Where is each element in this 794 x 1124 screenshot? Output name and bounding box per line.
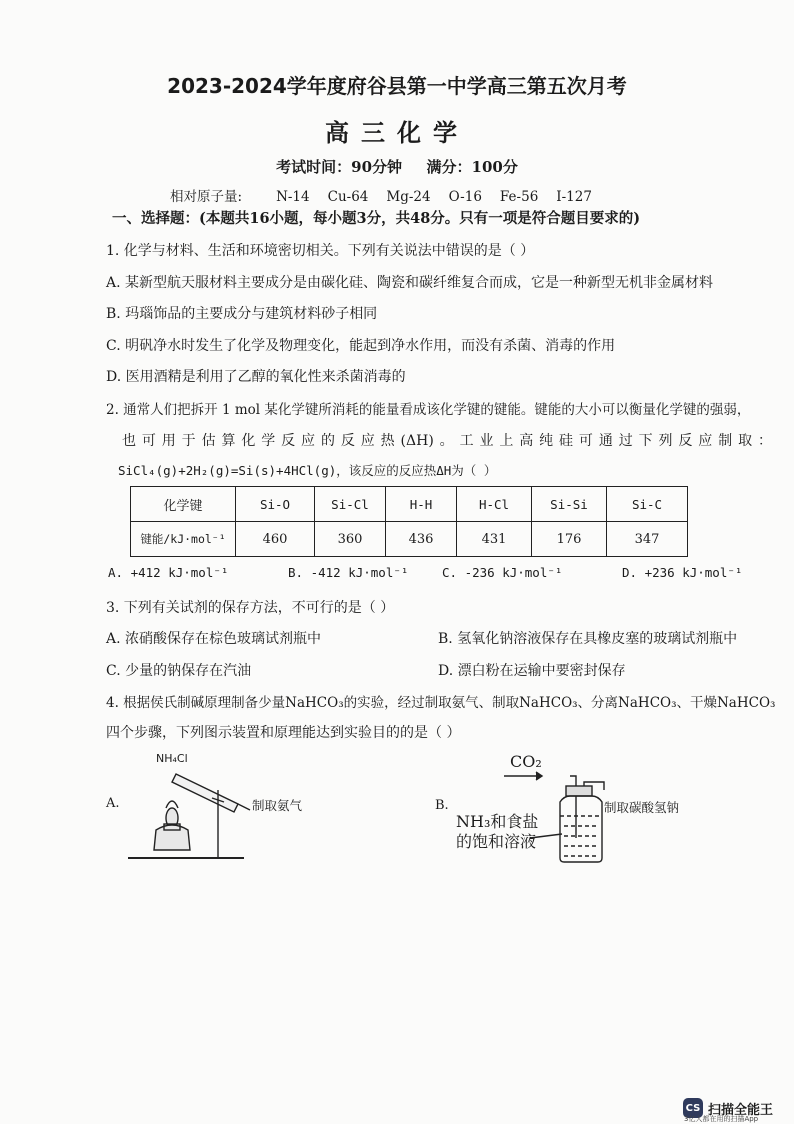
atomic-mass-item: N-14: [276, 189, 310, 205]
camscanner-logo: CS: [683, 1098, 703, 1118]
q4-option-b-gas: CO₂: [510, 752, 542, 771]
table-header-cell: 化学键: [131, 487, 236, 522]
q4-option-a-letter: A.: [106, 796, 120, 811]
atomic-mass-item: O-16: [448, 189, 482, 205]
table-cell: 176: [532, 522, 607, 557]
q2-option-c: C. -236 kJ·mol⁻¹: [442, 565, 563, 580]
section-heading: 一、选择题：(本题共16小题，每小题3分，共48分。只有一项是符合题目要求的): [112, 210, 641, 227]
table-cell: H-Cl: [457, 487, 532, 522]
q2-option-b: B. -412 kJ·mol⁻¹: [288, 565, 409, 580]
q4-option-a-caption: 制取氨气: [252, 798, 303, 813]
camscanner-tagline: 3亿人都在用的扫描App: [684, 1115, 759, 1123]
table-row: [131, 522, 688, 557]
subject-title: 高三化学: [325, 119, 469, 147]
q1-option-a: A. 某新型航天服材料主要成分是由碳化硅、陶瓷和碳纤维复合而成，它是一种新型无机非金属材料: [106, 275, 714, 291]
q4-stem-line2: 四个步骤，下列图示装置和原理能达到实验目的的是（ ）: [106, 725, 461, 741]
q2-stem-line1: 2. 通常人们把拆开 1 mol 某化学键所消耗的能量看成该化学键的键能。键能的大小可以衡量化学键的强弱，: [106, 402, 751, 418]
q3-stem: 3. 下列有关试剂的保存方法，不可行的是（ ）: [106, 600, 395, 616]
q1-option-c: C. 明矾净水时发生了化学及物理变化，能起到净水作用，而没有杀菌、消毒的作用: [106, 338, 616, 354]
table-cell: 347: [607, 522, 688, 557]
table-cell: Si-Cl: [315, 487, 386, 522]
exam-info: [0, 156, 794, 177]
q3-option-a: A. 浓硝酸保存在棕色玻璃试剂瓶中: [106, 631, 322, 647]
exam-time: 考试时间：90分钟: [276, 158, 403, 176]
atomic-mass-item: Fe-56: [499, 189, 539, 205]
q4-option-b-solution: [456, 812, 538, 852]
q2-option-a: A. +412 kJ·mol⁻¹: [108, 565, 229, 580]
q3-option-c: C. 少量的钠保存在汽油: [106, 663, 252, 679]
table-cell: 360: [315, 522, 386, 557]
atomic-mass-item: I-127: [556, 189, 592, 205]
table-cell: Si-C: [607, 487, 688, 522]
atomic-mass-item: Mg-24: [386, 189, 431, 205]
ammonia-apparatus-diagram: [126, 764, 256, 864]
q4-option-a-reagent: NH₄Cl: [156, 752, 188, 765]
q3-option-d: D. 漂白粉在运输中要密封保存: [438, 663, 626, 679]
q4-option-b-caption: 制取碳酸氢钠: [604, 800, 680, 815]
q4-option-b-solution-line1: NH₃和食盐: [456, 812, 539, 831]
table-cell: Si-Si: [532, 487, 607, 522]
camscanner-name: 扫描全能王: [708, 1103, 774, 1118]
q1-option-d: D. 医用酒精是利用了乙醇的氧化性来杀菌消毒的: [106, 369, 406, 385]
table-row: [131, 487, 688, 522]
table-header-cell: 键能/kJ·mol⁻¹: [131, 522, 236, 557]
full-score: 满分：100分: [426, 158, 518, 176]
atomic-masses-label: 相对原子量:: [170, 189, 243, 205]
table-cell: 436: [386, 522, 457, 557]
table-cell: 460: [236, 522, 315, 557]
q3-option-b: B. 氢氧化钠溶液保存在具橡皮塞的玻璃试剂瓶中: [438, 631, 738, 647]
q4-option-b-solution-line2: 的饱和溶液: [456, 832, 537, 851]
bond-energy-table: [130, 486, 688, 557]
atomic-masses: [170, 185, 610, 205]
q2-option-d: D. +236 kJ·mol⁻¹: [622, 565, 743, 580]
table-cell: Si-O: [236, 487, 315, 522]
table-cell: H-H: [386, 487, 457, 522]
exam-title: 2023-2024学年度府谷县第一中学高三第五次月考: [167, 74, 627, 98]
q2-stem-line2: 也可用于估算化学反应的反应热(ΔH)。工业上高纯硅可通过下列反应制取：: [122, 433, 772, 449]
q2-equation: SiCl₄(g)+2H₂(g)=Si(s)+4HCl(g)，该反应的反应热ΔH为（ ）: [118, 463, 497, 478]
table-cell: 431: [457, 522, 532, 557]
q1-option-b: B. 玛瑙饰品的主要成分与建筑材料砂子相同: [106, 306, 378, 322]
atomic-mass-item: Cu-64: [327, 189, 369, 205]
q4-option-b-letter: B.: [435, 798, 449, 813]
q4-stem-line1: 4. 根据侯氏制碱原理制备少量NaHCO₃的实验，经过制取氨气、制取NaHCO₃、分离NaHCO₃、干燥NaHCO₃: [106, 695, 776, 711]
q1-stem: 1. 化学与材料、生活和环境密切相关。下列有关说法中错误的是（ ）: [106, 243, 535, 259]
